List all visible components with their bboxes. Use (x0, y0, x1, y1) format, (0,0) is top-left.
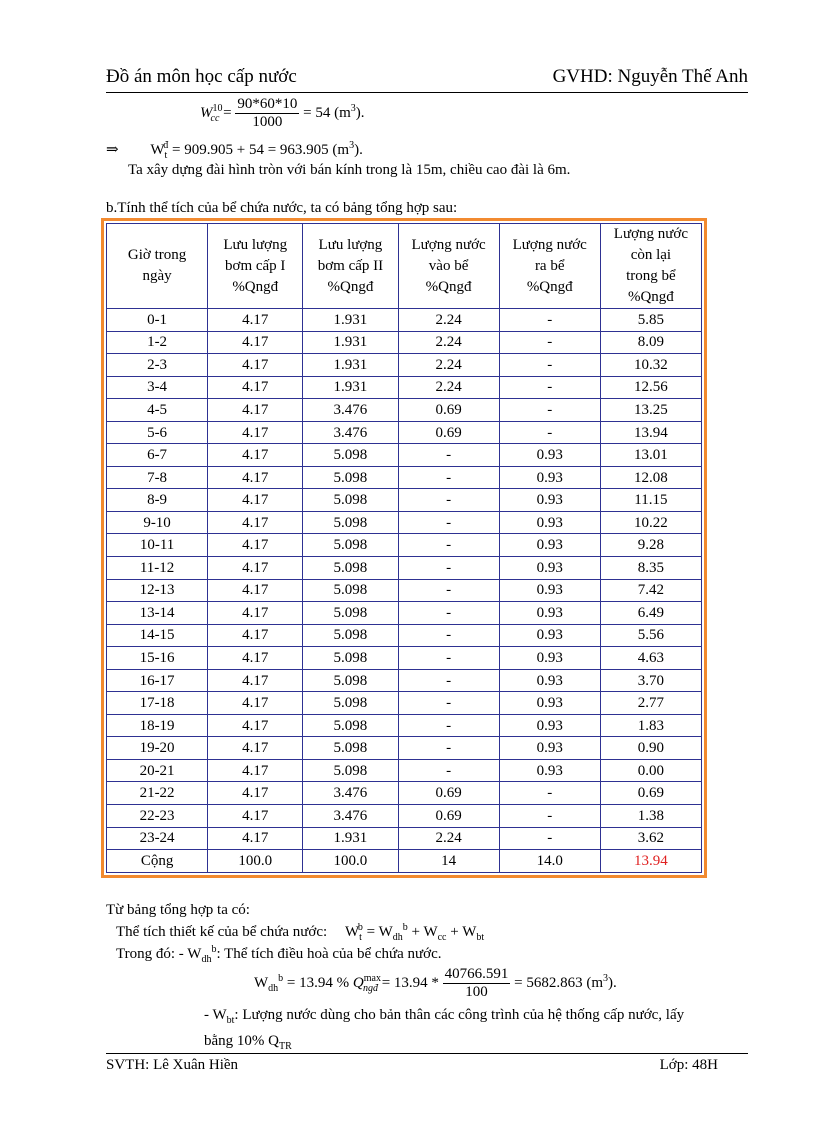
table-cell: 3.62 (600, 827, 701, 850)
table-cell: 4.17 (208, 534, 303, 557)
table-cell: - (499, 399, 600, 422)
table-cell: 14-15 (107, 624, 208, 647)
table-row (107, 376, 702, 399)
header-line: %Qngđ (526, 278, 573, 295)
table-header-cell (499, 224, 600, 309)
table-cell: 13.25 (600, 399, 701, 422)
table-cell: 0.93 (499, 602, 600, 625)
table-cell: 4.17 (208, 579, 303, 602)
table-cell: 4.17 (208, 805, 303, 828)
table-cell: - (499, 421, 600, 444)
table-row (107, 692, 702, 715)
table-cell: 0.69 (398, 399, 499, 422)
table-cell: 5.85 (600, 309, 701, 332)
table-cell: 5.098 (303, 579, 398, 602)
table-cell: 5.098 (303, 669, 398, 692)
table-cell: 17-18 (107, 692, 208, 715)
header-line: trong bể (626, 268, 676, 284)
table-cell: 5.098 (303, 624, 398, 647)
table-cell: 3.476 (303, 805, 398, 828)
table-cell: 4.17 (208, 354, 303, 377)
table-row (107, 399, 702, 422)
table-cell: 3-4 (107, 376, 208, 399)
table-row (107, 354, 702, 377)
table-cell: - (499, 376, 600, 399)
header-line: vào bể (428, 257, 469, 274)
table-cell: 1.931 (303, 331, 398, 354)
table-cell: 4.63 (600, 647, 701, 670)
header-line: bơm cấp II (317, 257, 384, 274)
table-cell: 0.93 (499, 647, 600, 670)
table-cell: 2.24 (398, 354, 499, 377)
table-header-cell (107, 224, 208, 309)
footer-rule (106, 1053, 748, 1054)
table-cell: - (398, 714, 499, 737)
table-cell: 13.94 (600, 421, 701, 444)
table-cell: 3.476 (303, 399, 398, 422)
table-cell: 0.93 (499, 511, 600, 534)
table-cell: 4.17 (208, 827, 303, 850)
summary-table-frame (101, 218, 707, 878)
total-remaining-cell: 13.94 (600, 850, 701, 873)
table-cell: 4.17 (208, 737, 303, 760)
table-cell: 18-19 (107, 714, 208, 737)
table-cell: 11.15 (600, 489, 701, 512)
line-where: Trong đó: - $W_{dh}^b$: Thể tích điều hoà của bể chứa nước. (116, 944, 442, 965)
table-cell: 4.17 (208, 309, 303, 332)
table-cell: 15-16 (107, 647, 208, 670)
table-cell: 8.09 (600, 331, 701, 354)
table-cell: - (398, 489, 499, 512)
table-cell: 4.17 (208, 444, 303, 467)
table-cell: 10-11 (107, 534, 208, 557)
header-line: còn lại (630, 247, 672, 263)
table-cell: - (499, 805, 600, 828)
table-cell: 4.17 (208, 421, 303, 444)
table-row (107, 557, 702, 580)
table-cell: 5.098 (303, 759, 398, 782)
table-cell: 0.93 (499, 444, 600, 467)
table-cell: 0.93 (499, 714, 600, 737)
table-cell: 13-14 (107, 602, 208, 625)
formula-wt: ⇒ $W_t^đ = 909.905 + 54 = 963.905$ $(m^3)$. (106, 140, 363, 161)
table-cell: 0.93 (499, 759, 600, 782)
table-cell: 4.17 (208, 511, 303, 534)
table-cell: 0.90 (600, 737, 701, 760)
table-row (107, 714, 702, 737)
table-cell: 4.17 (208, 399, 303, 422)
table-cell: 5.098 (303, 692, 398, 715)
table-row (107, 534, 702, 557)
table-row (107, 511, 702, 534)
table-row (107, 331, 702, 354)
table-cell: - (499, 309, 600, 332)
table-cell: 1.931 (303, 827, 398, 850)
table-cell: - (398, 759, 499, 782)
table-row (107, 602, 702, 625)
table-cell: 12.08 (600, 466, 701, 489)
table-cell: 3.476 (303, 782, 398, 805)
table-cell: - (398, 669, 499, 692)
table-cell: 23-24 (107, 827, 208, 850)
table-row (107, 309, 702, 332)
table-cell: 20-21 (107, 759, 208, 782)
table-cell: - (398, 647, 499, 670)
table-cell: 100.0 (208, 850, 303, 873)
table-header-cell (208, 224, 303, 309)
table-cell: 0.93 (499, 466, 600, 489)
table-row (107, 624, 702, 647)
table-header-cell (600, 224, 701, 309)
table-cell: 5.098 (303, 647, 398, 670)
table-total-row (107, 850, 702, 873)
table-cell: 5-6 (107, 421, 208, 444)
table-cell: 1.931 (303, 309, 398, 332)
table-cell: 8-9 (107, 489, 208, 512)
table-cell: - (398, 737, 499, 760)
table-cell: 1-2 (107, 331, 208, 354)
table-cell: 1.931 (303, 376, 398, 399)
table-cell: - (398, 534, 499, 557)
table-cell: 4-5 (107, 399, 208, 422)
table-cell: 5.098 (303, 557, 398, 580)
line-design-volume: Thể tích thiết kế của bể chứa nước: $W_t^b = W_{dh}^b + W_{cc} + W_{bt}$ (116, 922, 485, 943)
table-cell: 8.35 (600, 557, 701, 580)
table-cell: 0.93 (499, 557, 600, 580)
header-line: Lượng nước (512, 236, 587, 253)
table-cell: - (398, 466, 499, 489)
table-cell: 9.28 (600, 534, 701, 557)
table-row (107, 466, 702, 489)
table-cell: Cộng (107, 850, 208, 873)
page-header (106, 66, 748, 88)
table-cell: 0.93 (499, 534, 600, 557)
table-cell: 5.098 (303, 444, 398, 467)
table-cell: 10.32 (600, 354, 701, 377)
table-cell: 4.17 (208, 489, 303, 512)
header-line: %Qngđ (232, 278, 279, 295)
table-cell: 4.17 (208, 331, 303, 354)
formula-wcc: $W^{10}_{cc}$ = $\frac{90*60*10}{1000}$ = 54 $(m^3)$. (200, 96, 365, 130)
header-supervisor: GVHD: Nguyễn Thế Anh (552, 66, 748, 87)
table-cell: 22-23 (107, 805, 208, 828)
table-row (107, 444, 702, 467)
table-row (107, 759, 702, 782)
header-line: bơm cấp I (225, 257, 286, 274)
header-line: Lượng nước (613, 226, 688, 242)
table-row (107, 827, 702, 850)
paragraph-tower: Ta xây dựng đài hình tròn với bán kính trong là 15m, chiều cao đài là 6m. (128, 162, 571, 178)
table-cell: 9-10 (107, 511, 208, 534)
table-cell: 1.83 (600, 714, 701, 737)
summary-table (106, 223, 702, 873)
table-cell: - (398, 557, 499, 580)
table-cell: 4.17 (208, 692, 303, 715)
header-course-title: Đồ án môn học cấp nước (106, 66, 297, 87)
table-cell: 2.24 (398, 376, 499, 399)
table-row (107, 737, 702, 760)
table-cell: 6.49 (600, 602, 701, 625)
table-cell: 4.17 (208, 376, 303, 399)
table-cell: 5.098 (303, 466, 398, 489)
table-cell: - (499, 827, 600, 850)
table-cell: 3.476 (303, 421, 398, 444)
table-cell: - (398, 692, 499, 715)
table-cell: 12-13 (107, 579, 208, 602)
table-cell: 5.098 (303, 737, 398, 760)
header-line: Lượng nước (411, 236, 486, 253)
table-cell: 100.0 (303, 850, 398, 873)
table-cell: 5.098 (303, 489, 398, 512)
table-header-row (107, 224, 702, 309)
table-cell: 5.098 (303, 714, 398, 737)
formula-wdh: $W_{dh}^b = 13.94$ % $Q^{max}_{ngđ} = 13.94$ * $\frac{40766.591}{100}$ = 5682.863 $(m^3)$. (254, 966, 617, 1000)
table-cell: 4.17 (208, 466, 303, 489)
table-cell: 0.93 (499, 579, 600, 602)
fraction-wcc: $\frac{90*60*10}{1000}$ (237, 96, 298, 130)
section-b-title: b.Tính thể tích của bể chứa nước, ta có bảng tổng hợp sau: (106, 200, 458, 216)
table-cell: 4.17 (208, 624, 303, 647)
table-cell: 2.24 (398, 827, 499, 850)
table-cell: 10.22 (600, 511, 701, 534)
table-row (107, 782, 702, 805)
table-row (107, 647, 702, 670)
table-cell: 2.24 (398, 331, 499, 354)
table-cell: 2.24 (398, 309, 499, 332)
header-line: %Qngđ (327, 278, 374, 295)
table-cell: 13.01 (600, 444, 701, 467)
table-cell: 11-12 (107, 557, 208, 580)
footer-class: Lớp: 48H (659, 1057, 718, 1073)
table-cell: 5.098 (303, 602, 398, 625)
header-line: Lưu lượng (223, 236, 288, 253)
table-cell: - (398, 624, 499, 647)
table-cell: 2-3 (107, 354, 208, 377)
table-cell: 12.56 (600, 376, 701, 399)
table-cell: 16-17 (107, 669, 208, 692)
table-cell: 4.17 (208, 602, 303, 625)
table-cell: 21-22 (107, 782, 208, 805)
table-cell: 0-1 (107, 309, 208, 332)
table-cell: 5.56 (600, 624, 701, 647)
table-cell: 4.17 (208, 759, 303, 782)
table-cell: - (398, 444, 499, 467)
paragraph-summary: Từ bảng tổng hợp ta có: (106, 902, 250, 918)
table-cell: - (398, 602, 499, 625)
table-cell: 14.0 (499, 850, 600, 873)
page-footer (106, 1057, 748, 1074)
table-cell: 4.17 (208, 669, 303, 692)
table-cell: 0.69 (398, 421, 499, 444)
header-line: Lưu lượng (318, 236, 383, 253)
table-cell: 1.38 (600, 805, 701, 828)
table-cell: 4.17 (208, 782, 303, 805)
table-cell: 4.17 (208, 714, 303, 737)
table-row (107, 421, 702, 444)
table-cell: 0.93 (499, 737, 600, 760)
table-cell: - (398, 579, 499, 602)
table-cell: 5.098 (303, 534, 398, 557)
table-cell: 5.098 (303, 511, 398, 534)
table-cell: 2.77 (600, 692, 701, 715)
header-line: ra bể (534, 257, 565, 274)
table-row (107, 489, 702, 512)
table-cell: 0.93 (499, 669, 600, 692)
table-cell: 7.42 (600, 579, 701, 602)
table-cell: 1.931 (303, 354, 398, 377)
header-rule (106, 92, 748, 93)
table-row (107, 579, 702, 602)
fraction-qmax: $\frac{40766.591}{100}$ (444, 966, 509, 1000)
table-row (107, 805, 702, 828)
header-line: %Qngđ (425, 278, 472, 295)
table-cell: - (499, 331, 600, 354)
table-header-cell (303, 224, 398, 309)
table-cell: 14 (398, 850, 499, 873)
table-cell: 3.70 (600, 669, 701, 692)
table-cell: 0.93 (499, 489, 600, 512)
table-cell: 19-20 (107, 737, 208, 760)
table-cell: 4.17 (208, 647, 303, 670)
table-cell: 4.17 (208, 557, 303, 580)
implies-arrow: ⇒ (106, 142, 119, 158)
table-cell: 7-8 (107, 466, 208, 489)
header-line: ngày (142, 268, 172, 284)
table-cell: 0.69 (398, 805, 499, 828)
table-cell: 6-7 (107, 444, 208, 467)
paragraph-wbt: - $W_{bt}$: Lượng nước dùng cho bản thân các công trình của hệ thống cấp nước, lấy bằng 10% $Q_{TR}$ (204, 1007, 685, 1052)
header-line: %Qngđ (627, 289, 674, 305)
table-cell: - (499, 782, 600, 805)
table-cell: 0.93 (499, 692, 600, 715)
table-cell: - (499, 354, 600, 377)
table-header-cell (398, 224, 499, 309)
table-cell: 0.00 (600, 759, 701, 782)
footer-student: SVTH: Lê Xuân Hiền (106, 1057, 239, 1073)
table-body (107, 309, 702, 873)
table-cell: 0.69 (600, 782, 701, 805)
table-cell: 0.93 (499, 624, 600, 647)
table-cell: 0.69 (398, 782, 499, 805)
table-row (107, 669, 702, 692)
table-cell: - (398, 511, 499, 534)
header-line: Giờ trong (127, 247, 187, 263)
